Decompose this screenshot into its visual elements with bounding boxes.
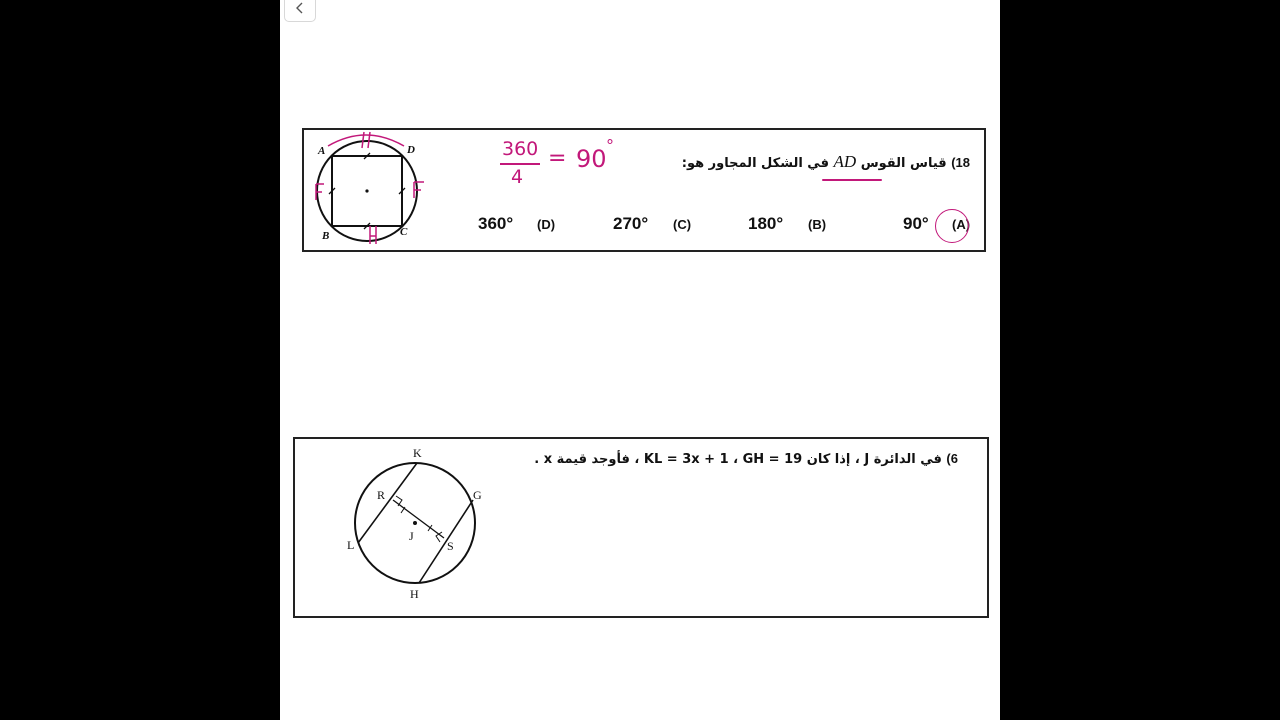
handwritten-result: 90 bbox=[576, 145, 607, 173]
q6-label-g: G bbox=[473, 488, 482, 502]
q6-label-l: L bbox=[347, 538, 355, 552]
back-button[interactable] bbox=[284, 0, 316, 22]
q18-label-b: B bbox=[322, 230, 330, 242]
q18-option-a-letter[interactable]: (A) bbox=[952, 217, 971, 232]
handwritten-denominator: 4 bbox=[511, 166, 524, 188]
q18-label-d: D bbox=[407, 144, 415, 156]
q18-option-a-circle-annotation bbox=[935, 209, 969, 243]
q18-arc-name: AD bbox=[833, 152, 857, 171]
q18-option-c-value: 270° bbox=[613, 214, 649, 233]
q18-option-b-letter[interactable]: (B) bbox=[808, 217, 827, 232]
q18-option-c-letter[interactable]: (C) bbox=[673, 217, 692, 232]
handwritten-numerator: 360 bbox=[502, 138, 539, 160]
q18-question-text bbox=[682, 152, 970, 172]
q6-label-r: R bbox=[377, 488, 386, 502]
q18-label-a: A bbox=[318, 145, 326, 157]
q18-option-d-value: 360° bbox=[478, 214, 514, 233]
q6-number: 6) bbox=[946, 451, 958, 466]
q6-center-j bbox=[413, 521, 417, 525]
q18-center bbox=[365, 189, 368, 192]
handwritten-equals: = bbox=[548, 146, 567, 171]
q6-question-text bbox=[534, 451, 958, 467]
q18-number: 18) bbox=[951, 155, 970, 170]
q6-label-s: S bbox=[447, 539, 454, 553]
q6-label-j: J bbox=[409, 529, 414, 543]
q18-text-after: في الشكل المجاور هو: bbox=[681, 156, 829, 171]
q18-option-a-value: 90° bbox=[903, 214, 929, 233]
q6-chord-gh bbox=[419, 500, 473, 583]
handwritten-fraction-bar bbox=[500, 163, 540, 165]
q6-figure bbox=[340, 445, 500, 605]
q18-text-before: قياس القوس bbox=[860, 156, 947, 171]
q6-label-h: H bbox=[410, 587, 419, 601]
handwritten-degree: ° bbox=[606, 136, 614, 155]
q18-label-c: C bbox=[400, 226, 408, 238]
q18-option-d-letter[interactable]: (D) bbox=[537, 217, 556, 232]
q18-option-b-value: 180° bbox=[748, 214, 784, 233]
q18-underline-annotation bbox=[822, 179, 882, 181]
q6-label-k: K bbox=[413, 446, 422, 460]
q18-handwritten-work bbox=[498, 136, 628, 196]
chevron-left-icon bbox=[295, 2, 305, 14]
q6-text: في الدائرة J ، إذا كان KL = 3x + 1 ، GH = 19 ، فأوجد قيمة x . bbox=[534, 452, 942, 467]
q6-segment-rs bbox=[393, 500, 444, 538]
